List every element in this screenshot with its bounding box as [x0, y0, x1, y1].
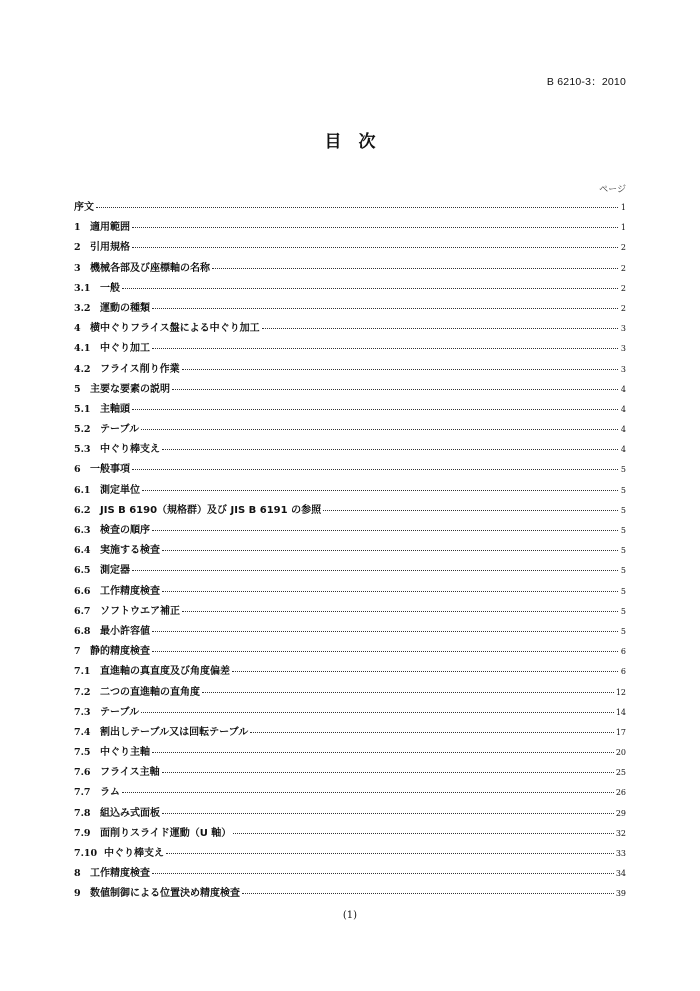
toc-dot-leader	[152, 530, 618, 531]
toc-entry-page: 5	[620, 526, 626, 535]
toc-entry[interactable]	[74, 541, 626, 561]
toc-entry[interactable]	[74, 521, 626, 541]
toc-entry[interactable]	[74, 481, 626, 501]
toc-dot-leader	[182, 611, 618, 612]
toc-entry-title: 中ぐり棒支え	[100, 444, 160, 456]
toc-dot-leader	[202, 692, 614, 693]
toc-entry-title: 一般事項	[90, 464, 130, 476]
toc-entry-title: 検査の順序	[100, 525, 150, 536]
toc-dot-leader	[233, 833, 614, 834]
toc-entry[interactable]	[74, 723, 626, 743]
toc-entry-title: 中ぐり加工	[100, 343, 150, 355]
toc-entry-number: 6.4	[74, 545, 91, 557]
toc-entry-page: 4	[620, 445, 626, 455]
toc-entry-title: テーブル	[100, 424, 140, 436]
toc-dot-leader	[132, 247, 618, 248]
toc-entry-page: 26	[615, 788, 626, 798]
toc-entry-number: 1	[74, 222, 81, 234]
toc-entry-page: 17	[615, 727, 626, 737]
toc-entry-number: 6.3	[74, 525, 91, 536]
toc-entry-number: 6.7	[74, 605, 91, 617]
toc-entry-number: 6.6	[74, 585, 91, 597]
toc-entry-page: 5	[620, 485, 626, 495]
toc-dot-leader	[142, 490, 618, 491]
toc-entry-page: 32	[615, 828, 626, 838]
toc-entry[interactable]	[74, 238, 626, 258]
toc-entry-title: 運動の種類	[100, 302, 150, 314]
toc-entry-title: 直進軸の真直度及び角度偏差	[100, 666, 230, 678]
toc-entry[interactable]	[74, 420, 626, 440]
toc-entry-page: 4	[620, 384, 626, 394]
toc-entry-title: 静的精度検査	[90, 646, 150, 658]
toc-dot-leader	[162, 550, 618, 551]
toc-entry[interactable]	[74, 602, 626, 622]
toc-entry-title: フライス削り作業	[100, 363, 180, 375]
toc-entry-page: 5	[620, 606, 626, 616]
toc-entry-title: 面削りスライド運動（U 軸）	[100, 827, 232, 839]
toc-entry-page: 5	[620, 586, 626, 596]
toc-entry-number: 6.2	[74, 504, 91, 516]
toc-dot-leader	[132, 570, 618, 571]
toc-entry[interactable]	[74, 844, 626, 864]
toc-dot-leader	[250, 732, 614, 733]
toc-entry-number: 4.2	[74, 363, 91, 375]
toc-entry[interactable]	[74, 763, 626, 783]
toc-entry-page: 5	[620, 566, 626, 576]
table-of-contents	[74, 198, 626, 905]
toc-entry-number: 7.2	[74, 686, 91, 698]
toc-entry-number: 4.1	[74, 343, 91, 355]
toc-entry-title: 序文	[74, 202, 94, 213]
toc-entry[interactable]	[74, 339, 626, 359]
toc-entry-number: 5.2	[74, 424, 91, 436]
toc-entry[interactable]	[74, 683, 626, 703]
toc-entry[interactable]	[74, 440, 626, 460]
toc-entry-number: 4	[74, 323, 81, 335]
toc-dot-leader	[122, 288, 618, 289]
toc-entry[interactable]	[74, 460, 626, 480]
toc-entry-number: 6	[74, 464, 81, 476]
toc-entry[interactable]	[74, 622, 626, 642]
toc-entry-page: 3	[620, 364, 626, 374]
toc-entry-number: 7.5	[74, 747, 91, 759]
toc-entry-title: 工作精度検査	[90, 868, 150, 880]
toc-dot-leader	[152, 651, 618, 652]
toc-entry-number: 7	[74, 646, 81, 658]
toc-dot-leader	[162, 772, 614, 773]
toc-entry-title: 横中ぐりフライス盤による中ぐり加工	[90, 323, 260, 335]
toc-entry-page: 2	[620, 283, 626, 293]
toc-entry[interactable]	[74, 380, 626, 400]
page-column-label: ページ	[599, 185, 626, 195]
toc-entry-page: 12	[615, 687, 626, 697]
toc-dot-leader	[242, 893, 614, 894]
toc-entry-page: 4	[620, 404, 626, 414]
page-number-footer: (1)	[342, 910, 358, 921]
toc-entry[interactable]	[74, 864, 626, 884]
document-id: B 6210-3：2010	[546, 76, 626, 88]
toc-entry-page: 3	[620, 344, 626, 354]
toc-entry-number: 7.3	[74, 706, 91, 718]
toc-entry-title: 割出しテーブル又は回転テーブル	[100, 726, 249, 738]
toc-dot-leader	[162, 449, 618, 450]
toc-entry-page: 2	[620, 243, 626, 253]
toc-dot-leader	[162, 591, 618, 592]
toc-entry-title: 主要な要素の説明	[90, 383, 170, 395]
toc-dot-leader	[141, 712, 614, 713]
toc-entry-page: 5	[620, 505, 626, 515]
toc-entry[interactable]	[74, 804, 626, 824]
toc-entry-page: 33	[615, 849, 626, 858]
toc-entry[interactable]	[74, 198, 626, 218]
toc-entry[interactable]	[74, 319, 626, 339]
toc-entry-page: 4	[620, 425, 626, 435]
toc-entry-page: 39	[615, 889, 626, 899]
toc-dot-leader	[172, 389, 618, 390]
toc-entry-page: 6	[620, 647, 626, 657]
toc-entry[interactable]	[74, 218, 626, 238]
toc-entry-page: 5	[620, 626, 626, 636]
toc-dot-leader	[262, 328, 618, 329]
toc-entry-number: 7.8	[74, 807, 91, 819]
toc-entry-title: 主軸頭	[100, 403, 130, 415]
toc-entry-page: 6	[620, 667, 626, 677]
toc-entry[interactable]	[74, 299, 626, 319]
toc-entry-number: 5.3	[74, 444, 91, 456]
toc-entry-number: 6.8	[74, 625, 91, 637]
toc-entry-title: 機械各部及び座標軸の名称	[90, 262, 210, 274]
toc-entry-title: 二つの直進軸の直角度	[100, 686, 200, 698]
toc-entry[interactable]	[74, 259, 626, 279]
toc-entry[interactable]	[74, 642, 626, 662]
toc-entry-number: 7.6	[74, 767, 91, 779]
toc-entry-title: 数値制御による位置決め精度検査	[90, 888, 240, 900]
toc-entry-title: 工作精度検査	[100, 585, 160, 597]
toc-dot-leader	[162, 813, 614, 814]
toc-entry-title: JIS B 6190（規格群）及び JIS B 6191 の参照	[100, 504, 322, 516]
toc-entry-page: 14	[615, 707, 626, 717]
toc-entry-page: 2	[620, 303, 626, 313]
toc-entry-number: 9	[74, 888, 81, 900]
toc-entry-number: 6.1	[74, 484, 91, 496]
toc-entry-number: 6.5	[74, 565, 91, 577]
toc-entry-title: 測定単位	[100, 484, 140, 496]
toc-dot-leader	[141, 429, 618, 430]
toc-entry-title: テーブル	[100, 706, 140, 718]
toc-dot-leader	[122, 792, 614, 793]
toc-entry[interactable]	[74, 743, 626, 763]
toc-entry-title: 適用範囲	[90, 222, 130, 234]
toc-entry-page: 5	[620, 465, 626, 475]
toc-entry-number: 7.9	[74, 827, 91, 839]
toc-entry-title: 引用規格	[90, 242, 130, 254]
toc-entry-page: 20	[615, 748, 626, 758]
toc-entry-page: 34	[615, 869, 626, 879]
toc-entry-page: 1	[620, 223, 626, 233]
toc-entry[interactable]	[74, 360, 626, 380]
toc-entry-title: 組込み式面板	[100, 807, 160, 819]
toc-dot-leader	[152, 348, 618, 349]
toc-entry[interactable]	[74, 783, 626, 803]
toc-entry-page: 1	[620, 203, 626, 212]
toc-entry-number: 2	[74, 242, 81, 254]
toc-entry-title: 中ぐり棒支え	[104, 848, 164, 859]
toc-entry-title: ラム	[100, 787, 120, 799]
toc-entry-page: 25	[615, 768, 626, 778]
toc-entry-number: 5.1	[74, 403, 91, 415]
toc-entry-page: 29	[615, 808, 626, 818]
toc-entry-number: 8	[74, 868, 81, 880]
toc-entry-title: フライス主軸	[100, 767, 160, 779]
toc-dot-leader	[166, 853, 614, 854]
toc-entry[interactable]	[74, 561, 626, 581]
toc-entry-number: 3	[74, 262, 81, 274]
toc-dot-leader	[132, 409, 618, 410]
toc-entry-number: 5	[74, 383, 81, 395]
toc-entry-number: 7.1	[74, 666, 91, 678]
toc-entry-number: 3.2	[74, 302, 91, 314]
toc-dot-leader	[132, 469, 618, 470]
toc-entry[interactable]	[74, 703, 626, 723]
toc-entry-title: ソフトウエア補正	[100, 605, 180, 617]
toc-dot-leader	[152, 873, 614, 874]
page-title: 目 次	[324, 132, 376, 152]
toc-entry-title: 一般	[100, 282, 120, 294]
toc-dot-leader	[152, 631, 618, 632]
toc-entry-title: 測定器	[100, 565, 130, 577]
toc-entry[interactable]	[74, 400, 626, 420]
toc-entry[interactable]	[74, 501, 626, 521]
toc-entry[interactable]	[74, 824, 626, 844]
toc-dot-leader	[132, 227, 618, 228]
toc-entry-title: 最小許容値	[100, 625, 150, 637]
toc-entry-page: 2	[620, 263, 626, 273]
toc-entry-page: 3	[620, 324, 626, 334]
toc-dot-leader	[96, 207, 618, 208]
toc-entry-number: 7.10	[74, 848, 98, 859]
toc-dot-leader	[323, 510, 618, 511]
toc-entry-number: 7.7	[74, 787, 91, 799]
toc-entry-title: 中ぐり主軸	[100, 747, 150, 759]
toc-dot-leader	[152, 308, 618, 309]
toc-dot-leader	[182, 369, 618, 370]
toc-dot-leader	[232, 671, 618, 672]
toc-entry-number: 7.4	[74, 726, 91, 738]
toc-entry[interactable]	[74, 884, 626, 904]
toc-entry[interactable]	[74, 582, 626, 602]
toc-entry-title: 実施する検査	[100, 545, 160, 557]
toc-entry-number: 3.1	[74, 282, 91, 294]
toc-entry[interactable]	[74, 279, 626, 299]
toc-entry-page: 5	[620, 546, 626, 556]
toc-dot-leader	[152, 752, 614, 753]
toc-entry[interactable]	[74, 662, 626, 682]
toc-dot-leader	[212, 268, 618, 269]
